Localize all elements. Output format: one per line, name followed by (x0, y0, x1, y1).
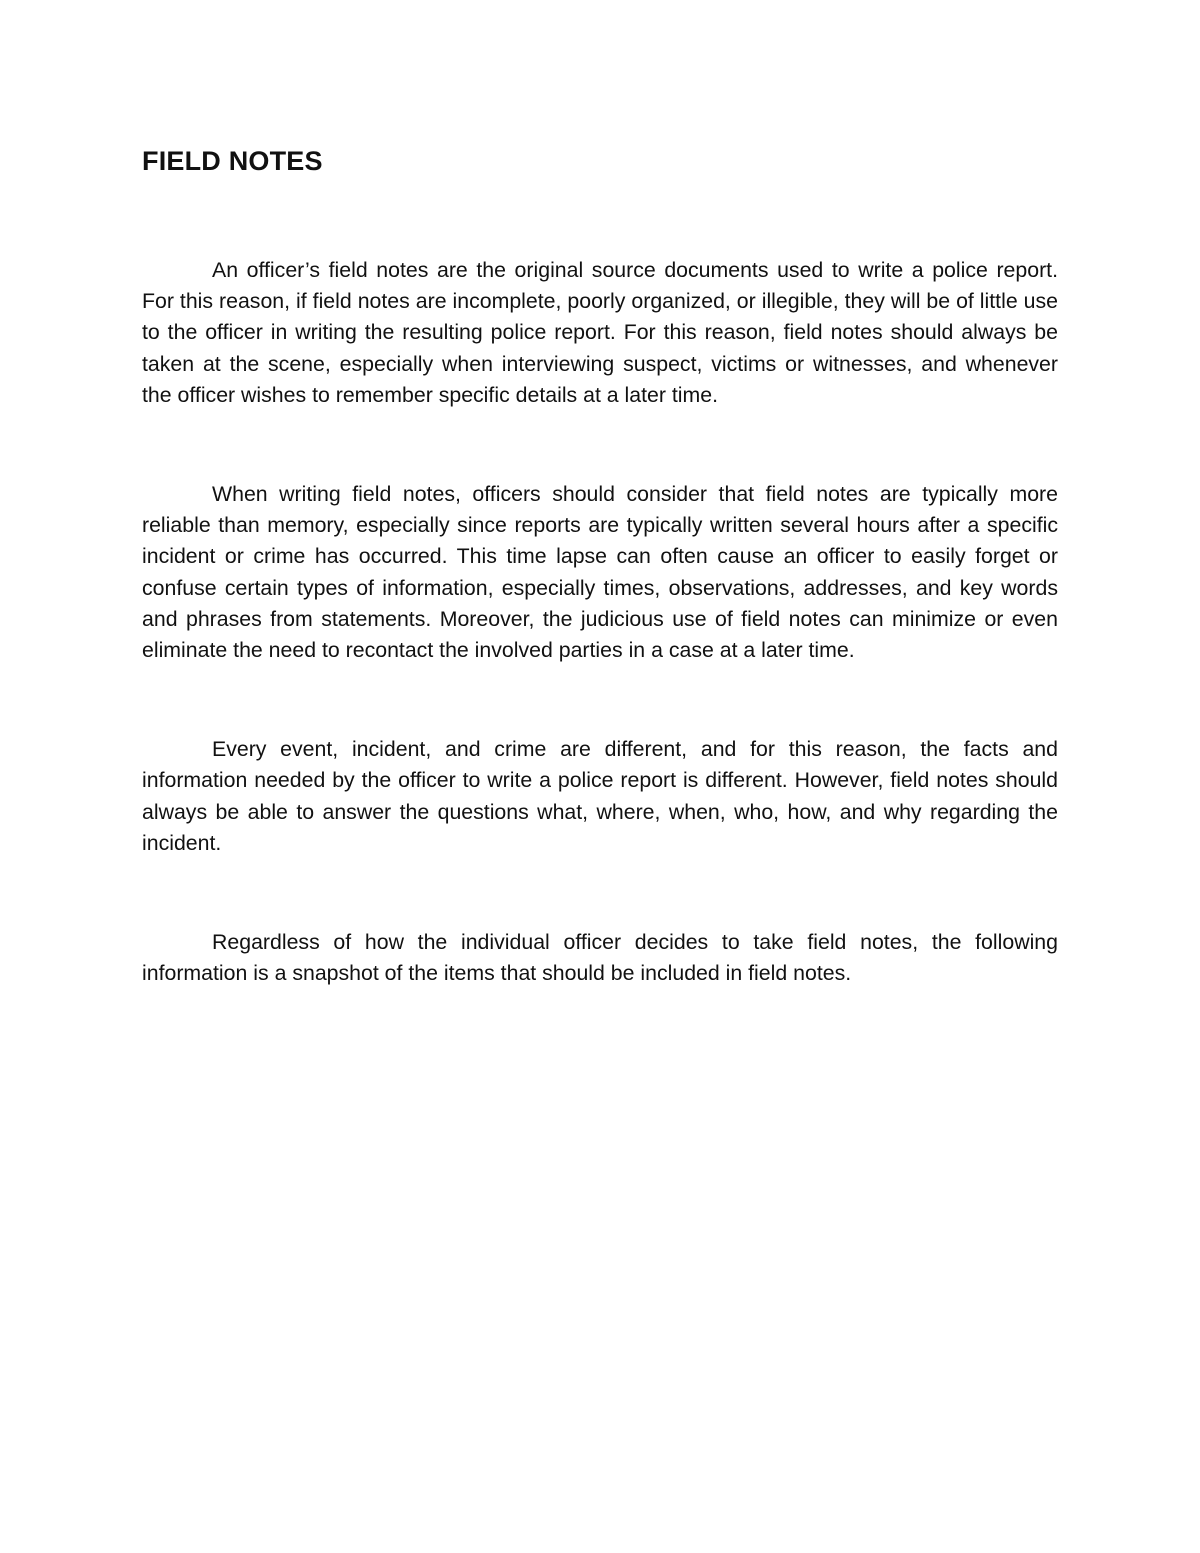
paragraph-1: An officer’s field notes are the original source documents used to write a police report. For this reason, if field notes are incomplete, poorly organized, or illegible, they will be of little use to the officer in writing the resulting police report. For this reason, field notes should always be taken at the scene, especially when interviewing suspect, victims or witnesses, and whenever the officer wishes to remember specific details at a later time. (142, 258, 1058, 407)
document-body (142, 141, 1058, 989)
paragraph-2: When writing field notes, officers should consider that field notes are typically more reliable than memory, especially since reports are typically written several hours after a specific incident or crime has occurred. This time lapse can often cause an officer to easily forget or confuse certain types of information, especially times, observations, addresses, and key words and phrases from statements. Moreover, the judicious use of field notes can minimize or even eliminate the need to recontact the involved parties in a case at a later time. (142, 482, 1058, 663)
document-title: FIELD NOTES (142, 146, 323, 176)
paragraph-4: Regardless of how the individual officer decides to take field notes, the following information is a snapshot of the items that should be included in field notes. (142, 930, 1058, 986)
paragraph-3: Every event, incident, and crime are different, and for this reason, the facts and information needed by the officer to write a police report is different. However, field notes should always be able to answer the questions what, where, when, who, how, and why regarding the incident. (142, 737, 1058, 855)
